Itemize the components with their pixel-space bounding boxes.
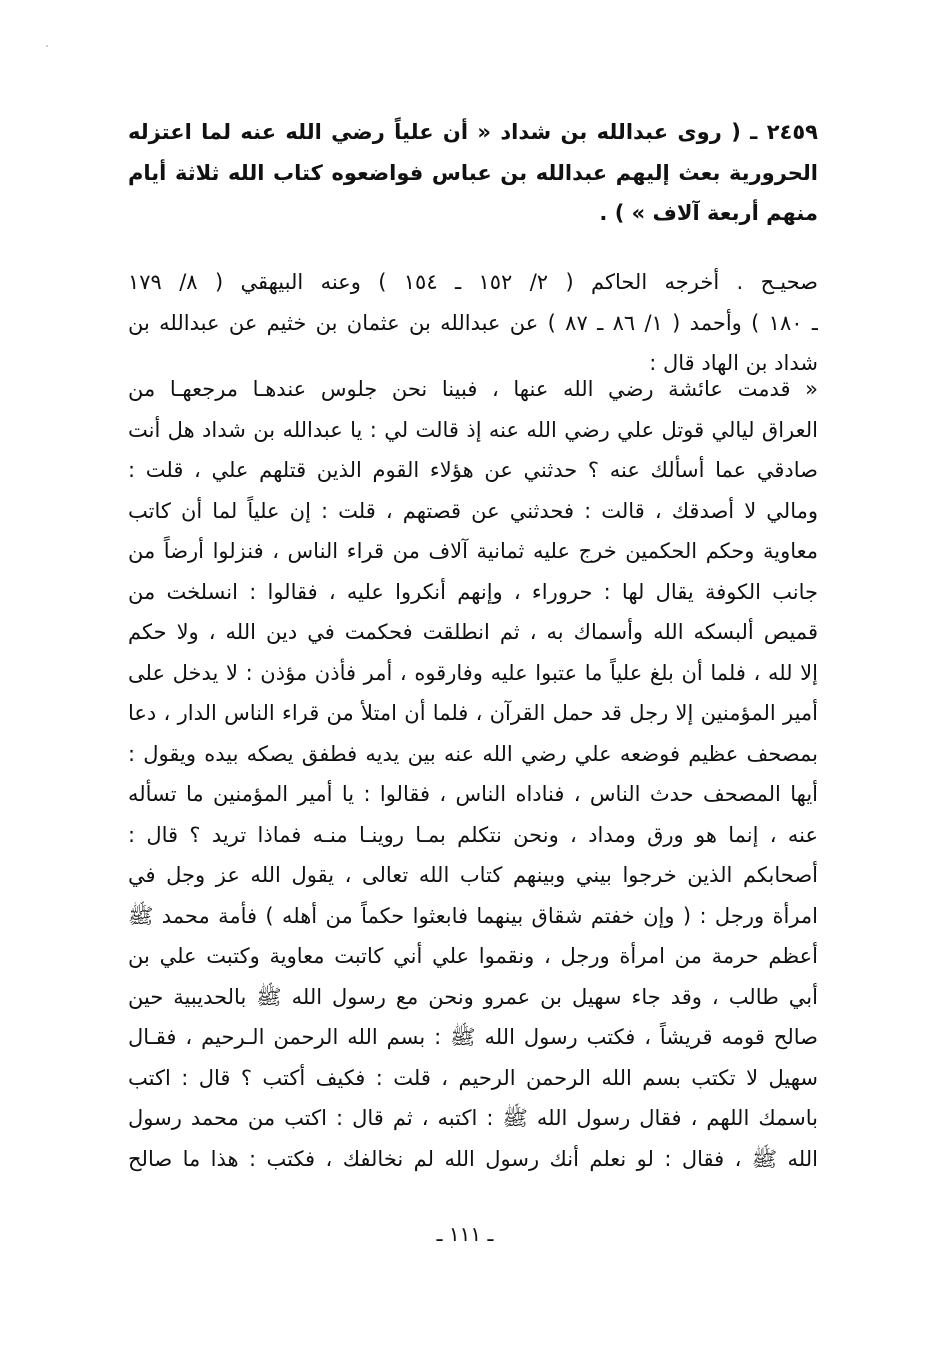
narration-line: أيها المصحف حدث الناس ، فناداه الناس ، فقالوا : يا أمير المؤمنين ما تسأله xyxy=(128,782,818,806)
narration-line: باسمك اللهم ، فقال رسول الله ﷺ : اكتبه ، ثم قال : اكتب من محمد رسول xyxy=(128,1106,818,1130)
narration-line: صالح قومه قريشاً ، فكتب رسول الله ﷺ : بسم الله الرحمن الـرحيم ، فقـال xyxy=(128,1025,818,1049)
narration-line: أصحابكم الذين خرجوا بيني وبينهم كتاب الله تعالى ، يقول الله عز وجل في xyxy=(128,863,818,887)
narration-line: جانب الكوفة يقال لها : حروراء ، وإنهم أنكروا عليه ، فقالوا : انسلخت من xyxy=(128,579,818,604)
narration-line: معاوية وحكم الحكمين خرج عليه ثمانية آلاف من قراء الناس ، فنزلوا أرضاً من xyxy=(128,539,818,563)
narration-line: أبي طالب ، وقد جاء سهيل بن عمرو ونحن مع رسول الله ﷺ بالحديبية حين xyxy=(128,984,818,1009)
narration-line: أعظم حرمة من امرأة ورجل ، ونقموا علي أني كاتبت معاوية وكتبت علي بن xyxy=(128,944,818,968)
narration-line: امرأة ورجل : ( وإن خفتم شقاق بينهما فابعثوا حكماً من أهله ) فأمة محمد ﷺ xyxy=(128,903,818,928)
narration-line: « قدمت عائشة رضي الله عنها ، فبينا نحن جلوس عندهـا مرجعهـا من xyxy=(128,377,818,401)
grading-line: شداد بن الهاد قال : xyxy=(649,351,818,375)
scan-speck xyxy=(46,45,48,47)
narration-line: قميص ألبسكه الله وأسماك به ، ثم انطلقت فحكمت في دين الله ، ولا حكم xyxy=(128,620,818,644)
grading-line: صحيـح . أخرجه الحاكم ( ٢/ ١٥٢ ـ ١٥٤ ) وعنه البيهقي ( ٨/ ١٧٩ xyxy=(128,270,818,294)
narration-line: بمصحف عظيم فوضعه علي رضي الله عنه بين يديه فطفق يصكه بيده ويقول : xyxy=(128,741,818,766)
narration-line: صادقي عما أسألك عنه ؟ حدثني عن هؤلاء القوم الذين قتلهم علي ، قلت : xyxy=(128,458,818,482)
narration-text xyxy=(128,369,818,1179)
grading-line: ـ ١٨٠ ) وأحمد ( ١/ ٨٦ ـ ٨٧ ) عن عبدالله بن عثمان بن خثيم عن عبدالله بن xyxy=(128,310,818,335)
hadith-line: منهم أربعة آلاف » ) . xyxy=(599,201,818,225)
narration-line: إلا لله ، فلما أن بلغ علياً ما عتبوا عليه وفارقوه ، أمر فأذن مؤذن : لا يدخل على xyxy=(128,660,818,685)
narration-line: سهيل لا تكتب بسم الله الرحمن الرحيم ، قلت : فكيف أكتب ؟ قال : اكتب xyxy=(128,1065,818,1090)
hadith-text xyxy=(128,112,818,234)
narration-line: أمير المؤمنين إلا رجل قد حمل القرآن ، فلما أن امتلأ من قراء الناس الدار ، دعا xyxy=(128,701,818,725)
grading-text xyxy=(128,262,818,384)
narration-line: الله ﷺ ، فقال : لو نعلم أنك رسول الله لم نخالفك ، فكتب : هذا ما صالح xyxy=(128,1146,818,1171)
narration-line: عنه ، إنما هو ورق ومداد ، ونحن نتكلم بمـا روينـا منـه فماذا تريد ؟ قال : xyxy=(128,822,818,847)
narration-line: العراق ليالي قوتل علي رضي الله عنه إذ قالت لي : يا عبدالله بن شداد هل أنت xyxy=(128,417,818,442)
hadith-line: ٢٤٥٩ ـ ( روى عبدالله بن شداد « أن علياً رضي الله عنه لما اعتزله xyxy=(128,120,818,144)
page-number: ـ ١١١ ـ xyxy=(436,1222,494,1246)
hadith-line: الحرورية بعث إليهم عبدالله بن عباس فواضعوه كتاب الله ثلاثة أيام xyxy=(128,160,818,185)
narration-line: ومالي لا أصدقك ، قالت : فحدثني عن قصتهم ، قلت : إن علياً لما أن كاتب xyxy=(128,498,818,523)
